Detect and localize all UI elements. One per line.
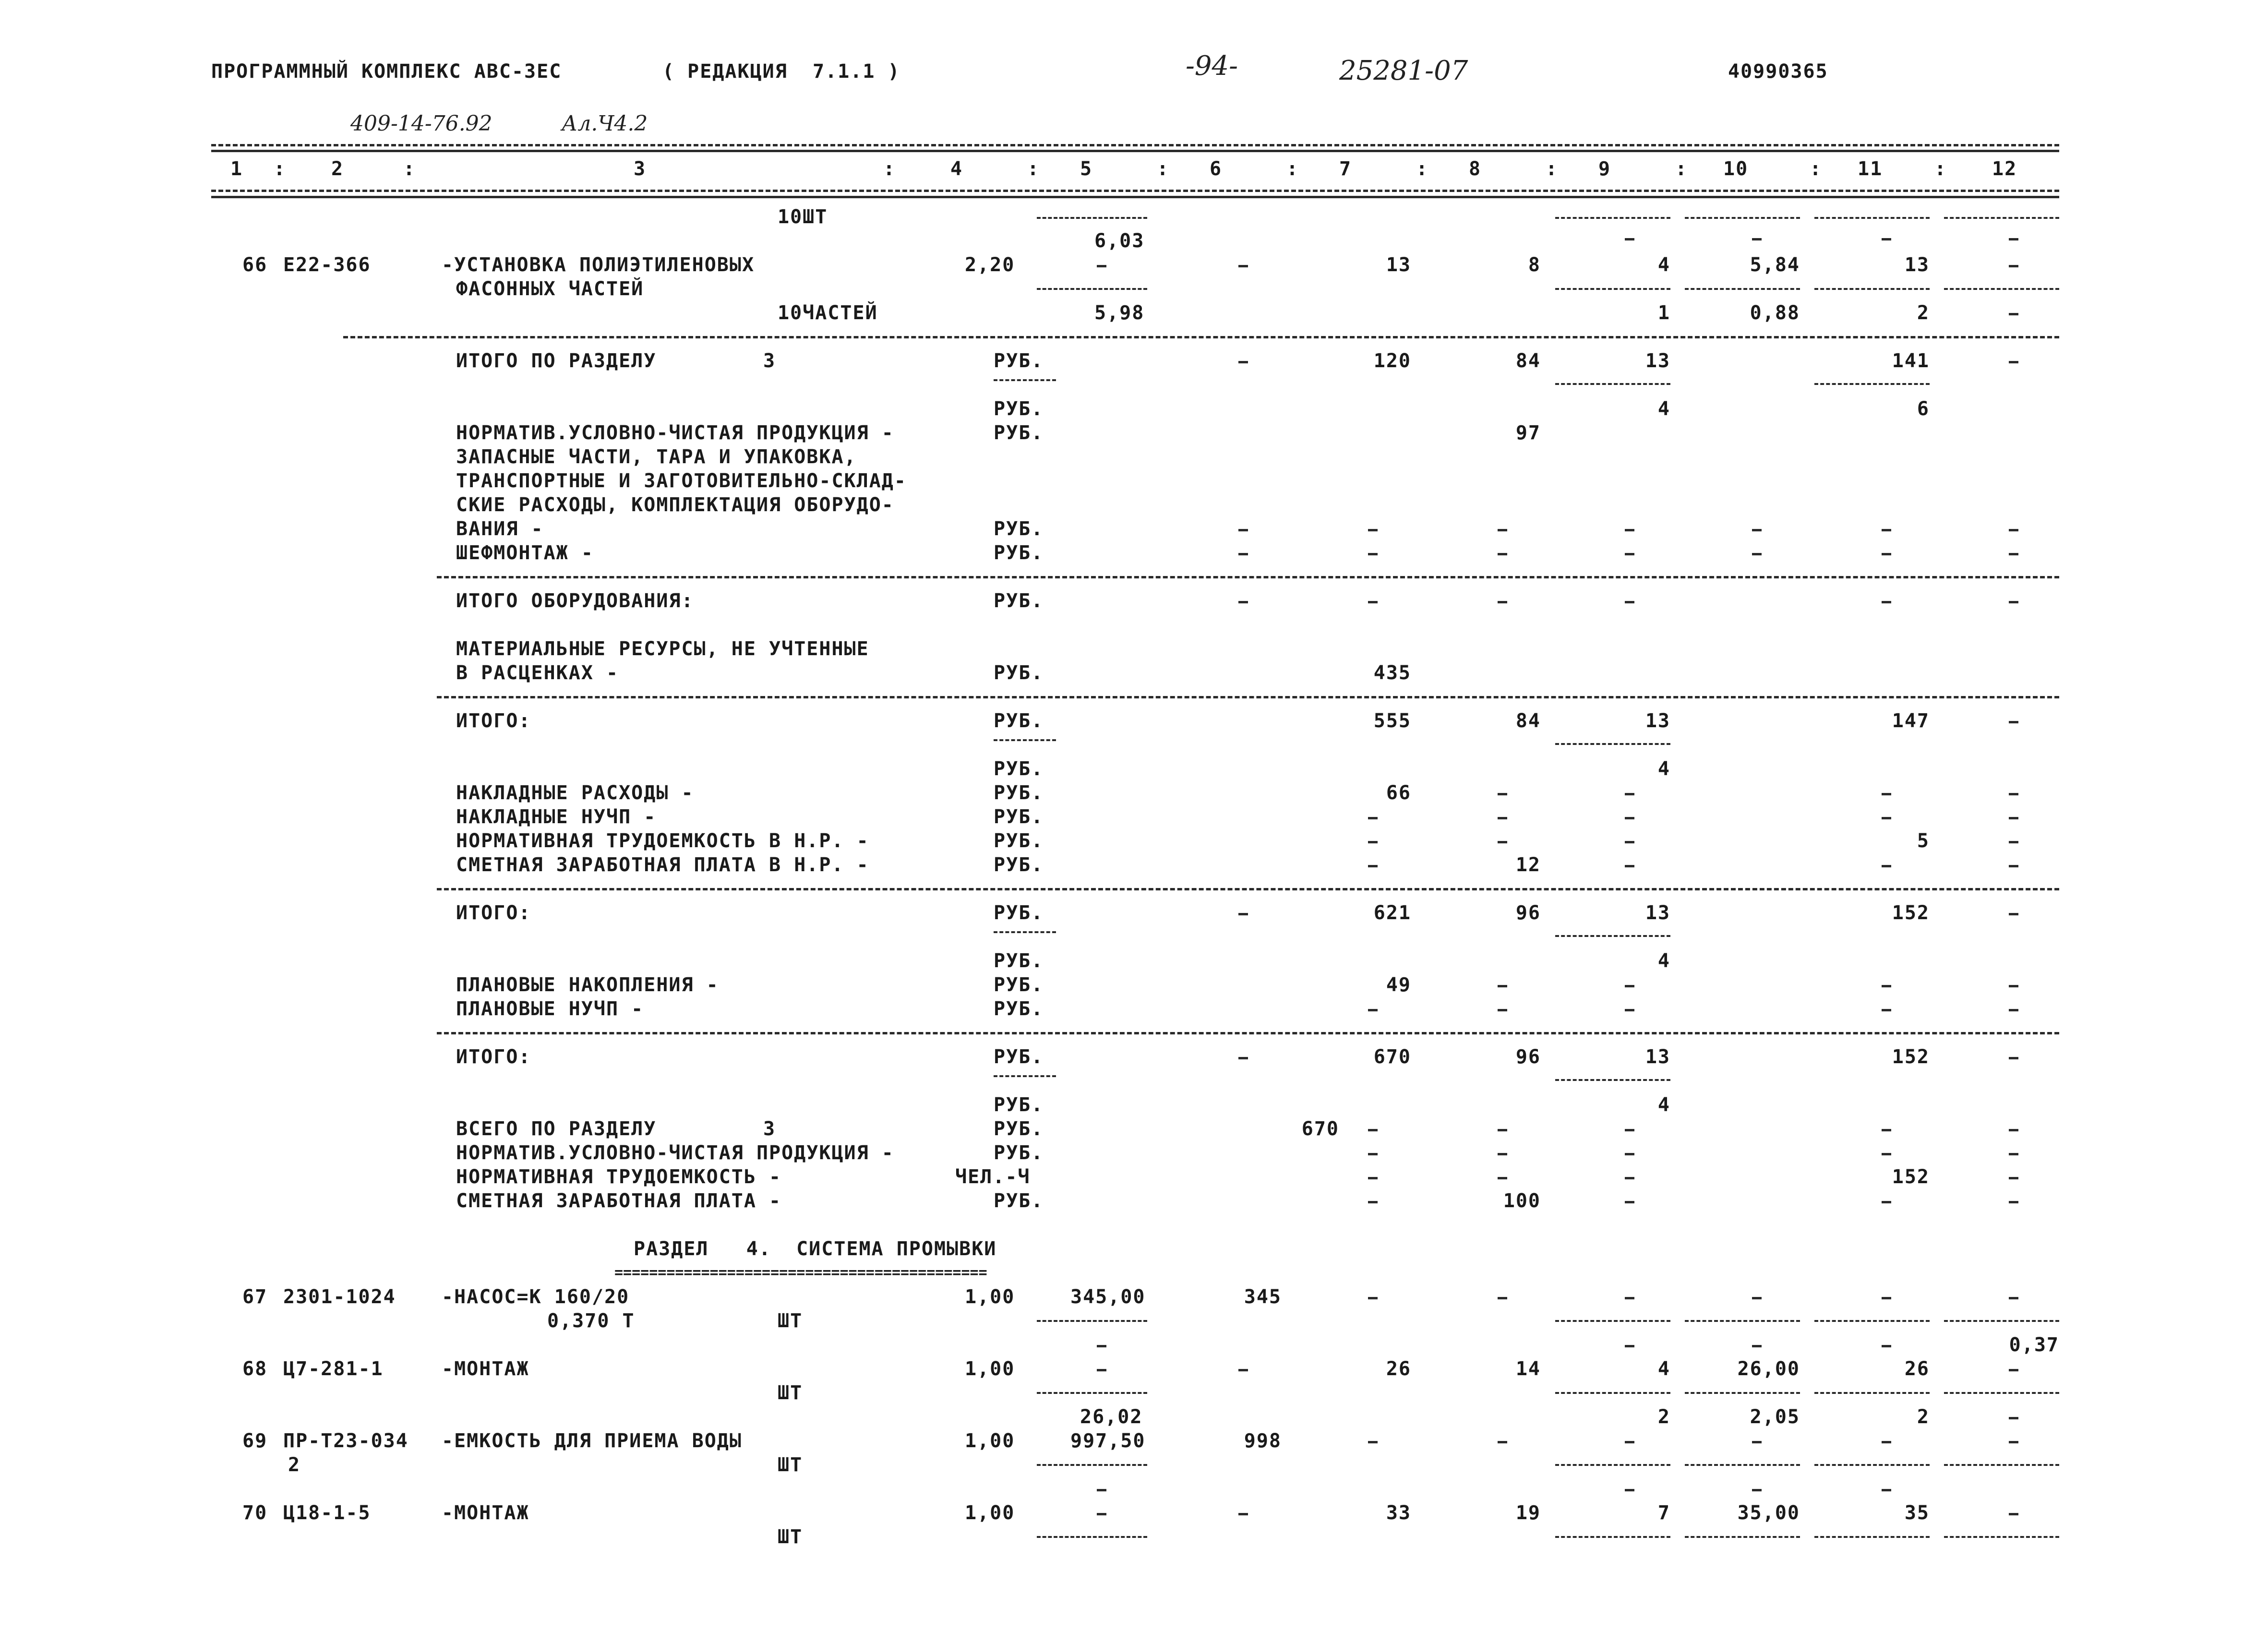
col-5: 5 (1080, 158, 1093, 180)
row-c11: 13 (1904, 254, 1930, 276)
row-qty: 1,00 (965, 1430, 1015, 1452)
smetnaya-np-c8: 12 (1515, 854, 1541, 876)
row-c6: 345 (1244, 1286, 1282, 1308)
materialnye-line-2: В РАСЦЕНКАХ - (456, 662, 619, 684)
zapchasti-line-1: ЗАПАСНЫЕ ЧАСТИ, ТАРА И УПАКОВКА, (456, 446, 857, 468)
row-c11: 26 (1904, 1358, 1930, 1380)
planovye-nuchp-label: ПЛАНОВЫЕ НУЧП - (456, 998, 644, 1020)
row-unit: ШТ (778, 1382, 803, 1404)
row-c12: 0,37 (2009, 1334, 2059, 1356)
vsego-trudoemkost-label: НОРМАТИВНАЯ ТРУДОЕМКОСТЬ - (456, 1166, 782, 1188)
row-c11-bottom: 2 (1917, 302, 1930, 324)
row-c8: 8 (1528, 254, 1541, 276)
header-top-rule-2 (211, 150, 2059, 152)
itogo-2-c8: 96 (1515, 902, 1541, 924)
row-c9: 7 (1657, 1502, 1670, 1524)
row-c5-top: 6,03 (1094, 230, 1145, 252)
vsego-razdel-label: ВСЕГО ПО РАЗДЕЛУ (456, 1118, 657, 1140)
normativ-c8: 97 (1515, 422, 1541, 444)
row-c9: 4 (1657, 254, 1670, 276)
row-c5: 345,00 (1070, 1286, 1146, 1308)
col-7: 7 (1339, 158, 1352, 180)
itogo-2-c9-b: 4 (1657, 950, 1670, 972)
row-number: 67 (242, 1286, 268, 1308)
itogo-3-label: ИТОГО: (456, 1046, 531, 1068)
itogo-1-label: ИТОГО: (456, 710, 531, 732)
row-name: -УСТАНОВКА ПОЛИЭТИЛЕНОВЫХ (442, 254, 755, 276)
edition: ( РЕДАКЦИЯ 7.1.1 ) (662, 60, 900, 83)
header-bottom-rule-2 (211, 196, 2059, 198)
itogo-3-c11: 152 (1892, 1046, 1930, 1068)
vsego-normativ-label: НОРМАТИВ.УСЛОВНО-ЧИСТАЯ ПРОДУКЦИЯ - (456, 1142, 894, 1164)
row-name: -МОНТАЖ (442, 1502, 529, 1524)
row-code: 2301-1024 (283, 1286, 396, 1308)
row-code: Ц18-1-5 (283, 1502, 371, 1524)
col-1: 1 (230, 158, 243, 180)
row-c8: 19 (1515, 1502, 1541, 1524)
row-number: 69 (242, 1430, 268, 1452)
itogo-2-label: ИТОГО: (456, 902, 531, 924)
row-name: -МОНТАЖ (442, 1358, 529, 1380)
row-c11: 35 (1904, 1502, 1930, 1524)
itogo-1-c8: 84 (1515, 710, 1541, 732)
row-qty: 1,00 (965, 1358, 1015, 1380)
itogo-razdel-c9-b: 4 (1657, 398, 1670, 420)
smetnaya-np-label: СМЕТНАЯ ЗАРАБОТНАЯ ПЛАТА В Н.Р. - (456, 854, 869, 876)
unit-chel-ch: ЧЕЛ.-Ч (955, 1166, 1031, 1188)
zapchasti-line-4: ВАНИЯ - (456, 518, 544, 540)
row-c9: 4 (1657, 1358, 1670, 1380)
itogo-razdel-label: ИТОГО ПО РАЗДЕЛУ (456, 350, 657, 372)
col-12: 12 (1992, 158, 2017, 180)
planovye-label: ПЛАНОВЫЕ НАКОПЛЕНИЯ - (456, 974, 719, 996)
row-c5: 997,50 (1070, 1430, 1146, 1452)
header-bottom-rule (211, 190, 2059, 192)
vsego-smetnaya-c8: 100 (1503, 1190, 1541, 1212)
itogo-2-c11: 152 (1892, 902, 1930, 924)
row-code: ПР-Т23-034 (283, 1430, 408, 1452)
itogo-1-c7: 555 (1373, 710, 1411, 732)
itogo-2-c7: 621 (1373, 902, 1411, 924)
row-c10: 35,00 (1737, 1502, 1800, 1524)
col-4: 4 (950, 158, 963, 180)
itogo-3-c9: 13 (1645, 1046, 1670, 1068)
itogo-oborudovaniya-label: ИТОГО ОБОРУДОВАНИЯ: (456, 590, 694, 612)
col-9: 9 (1598, 158, 1611, 180)
row-code: Е22-366 (283, 254, 371, 276)
row-c11-bottom: 2 (1917, 1406, 1930, 1428)
section-rule (343, 336, 2059, 338)
row-number: 68 (242, 1358, 268, 1380)
nakladnye-label: НАКЛАДНЫЕ РАСХОДЫ - (456, 782, 694, 804)
vsego-razdel-num: 3 (763, 1118, 776, 1140)
row-name: -ЕМКОСТЬ ДЛЯ ПРИЕМА ВОДЫ (442, 1430, 742, 1452)
itogo-1-c9: 13 (1645, 710, 1670, 732)
row-unit: 10ЧАСТЕЙ (778, 302, 878, 324)
vsego-razdel-c6: 670 (1301, 1118, 1339, 1140)
row-unit: ШТ (778, 1454, 803, 1476)
row-c10-bottom: 0,88 (1750, 302, 1800, 324)
row-c7: 13 (1386, 254, 1411, 276)
row-code: Ц7-281-1 (283, 1358, 384, 1380)
row-c5-bottom: 5,98 (1094, 302, 1145, 324)
materialnye-line-1: МАТЕРИАЛЬНЫЕ РЕСУРСЫ, НЕ УЧТЕННЫЕ (456, 638, 869, 660)
row-c8: 14 (1515, 1358, 1541, 1380)
row-c9-bottom: 1 (1657, 302, 1670, 324)
col-2: 2 (331, 158, 344, 180)
itogo-1-c11: 147 (1892, 710, 1930, 732)
normativnaya-trudoemkost-np-label: НОРМАТИВНАЯ ТРУДОЕМКОСТЬ В Н.Р. - (456, 830, 869, 852)
itogo-3-c9-b: 4 (1657, 1094, 1670, 1116)
album-part: Ал.Ч4.2 (562, 111, 648, 136)
zapchasti-line-3: СКИЕ РАСХОДЫ, КОМПЛЕКТАЦИЯ ОБОРУДО- (456, 494, 894, 516)
row-c10: 5,84 (1750, 254, 1800, 276)
row-c5-bottom: 26,02 (1080, 1406, 1143, 1428)
row-qty: 2,20 (965, 254, 1015, 276)
row-c9-bottom: 2 (1657, 1406, 1670, 1428)
itogo-razdel-c11: 141 (1892, 350, 1930, 372)
row-name-2: ФАСОННЫХ ЧАСТЕЙ (456, 278, 644, 300)
zapchasti-line-2: ТРАНСПОРТНЫЕ И ЗАГОТОВИТЕЛЬНО-СКЛАД- (456, 470, 907, 492)
itogo-razdel-num: 3 (763, 350, 776, 372)
vsego-smetnaya-label: СМЕТНАЯ ЗАРАБОТНАЯ ПЛАТА - (456, 1190, 782, 1212)
row-c7: 26 (1386, 1358, 1411, 1380)
row-qty: 1,00 (965, 1286, 1015, 1308)
section-4-underline: =========================================== (614, 1264, 987, 1281)
col-3: 3 (634, 158, 647, 180)
row-unit: ШТ (778, 1526, 803, 1548)
itogo-3-c7: 670 (1373, 1046, 1411, 1068)
page-number: -94- (1186, 50, 1238, 82)
row-c6: 998 (1244, 1430, 1282, 1452)
itogo-razdel-c8: 84 (1515, 350, 1541, 372)
row-c7: 33 (1386, 1502, 1411, 1524)
nakladnye-c7: 66 (1386, 782, 1411, 804)
itogo-2-c9: 13 (1645, 902, 1670, 924)
materialnye-c7: 435 (1373, 662, 1411, 684)
row-name: -НАСОС=К 160/20 (442, 1286, 630, 1308)
unit-10sht: 10ШТ (778, 206, 828, 228)
row-c10-bottom: 2,05 (1750, 1406, 1800, 1428)
document-code: 40990365 (1728, 60, 1828, 83)
normativnaya-trudoemkost-np-c11: 5 (1917, 830, 1930, 852)
document-number: 25281-07 (1339, 55, 1468, 86)
program-name: ПРОГРАММНЫЙ КОМПЛЕКС АВС-3ЕС (211, 60, 562, 83)
section-4-title: РАЗДЕЛ 4. СИСТЕМА ПРОМЫВКИ (634, 1238, 997, 1260)
row-qty: 1,00 (965, 1502, 1015, 1524)
row-sub: 0,370 Т (547, 1310, 635, 1332)
nakladnye-nuchp-label: НАКЛАДНЫЕ НУЧП - (456, 806, 657, 828)
itogo-razdel-c9: 13 (1645, 350, 1670, 372)
itogo-razdel-c11-b: 6 (1917, 398, 1930, 420)
row-unit: ШТ (778, 1310, 803, 1332)
row-c10: 26,00 (1737, 1358, 1800, 1380)
col-8: 8 (1469, 158, 1482, 180)
planovye-c7: 49 (1386, 974, 1411, 996)
unit-rub: РУБ. (994, 350, 1044, 372)
col-11: 11 (1858, 158, 1883, 180)
vsego-trudoemkost-c11: 152 (1892, 1166, 1930, 1188)
itogo-razdel-c7: 120 (1373, 350, 1411, 372)
album-number: 409-14-76.92 (350, 111, 492, 136)
itogo-1-c9-b: 4 (1657, 758, 1670, 780)
row-number: 70 (242, 1502, 268, 1524)
col-10: 10 (1723, 158, 1749, 180)
col-6: 6 (1210, 158, 1223, 180)
row-code-2: 2 (288, 1454, 301, 1476)
itogo-3-c8: 96 (1515, 1046, 1541, 1068)
header-top-rule (211, 144, 2059, 146)
row-number: 66 (242, 254, 268, 276)
normativ-label: НОРМАТИВ.УСЛОВНО-ЧИСТАЯ ПРОДУКЦИЯ - (456, 422, 894, 444)
shefmontazh-label: ШЕФМОНТАЖ - (456, 542, 594, 564)
